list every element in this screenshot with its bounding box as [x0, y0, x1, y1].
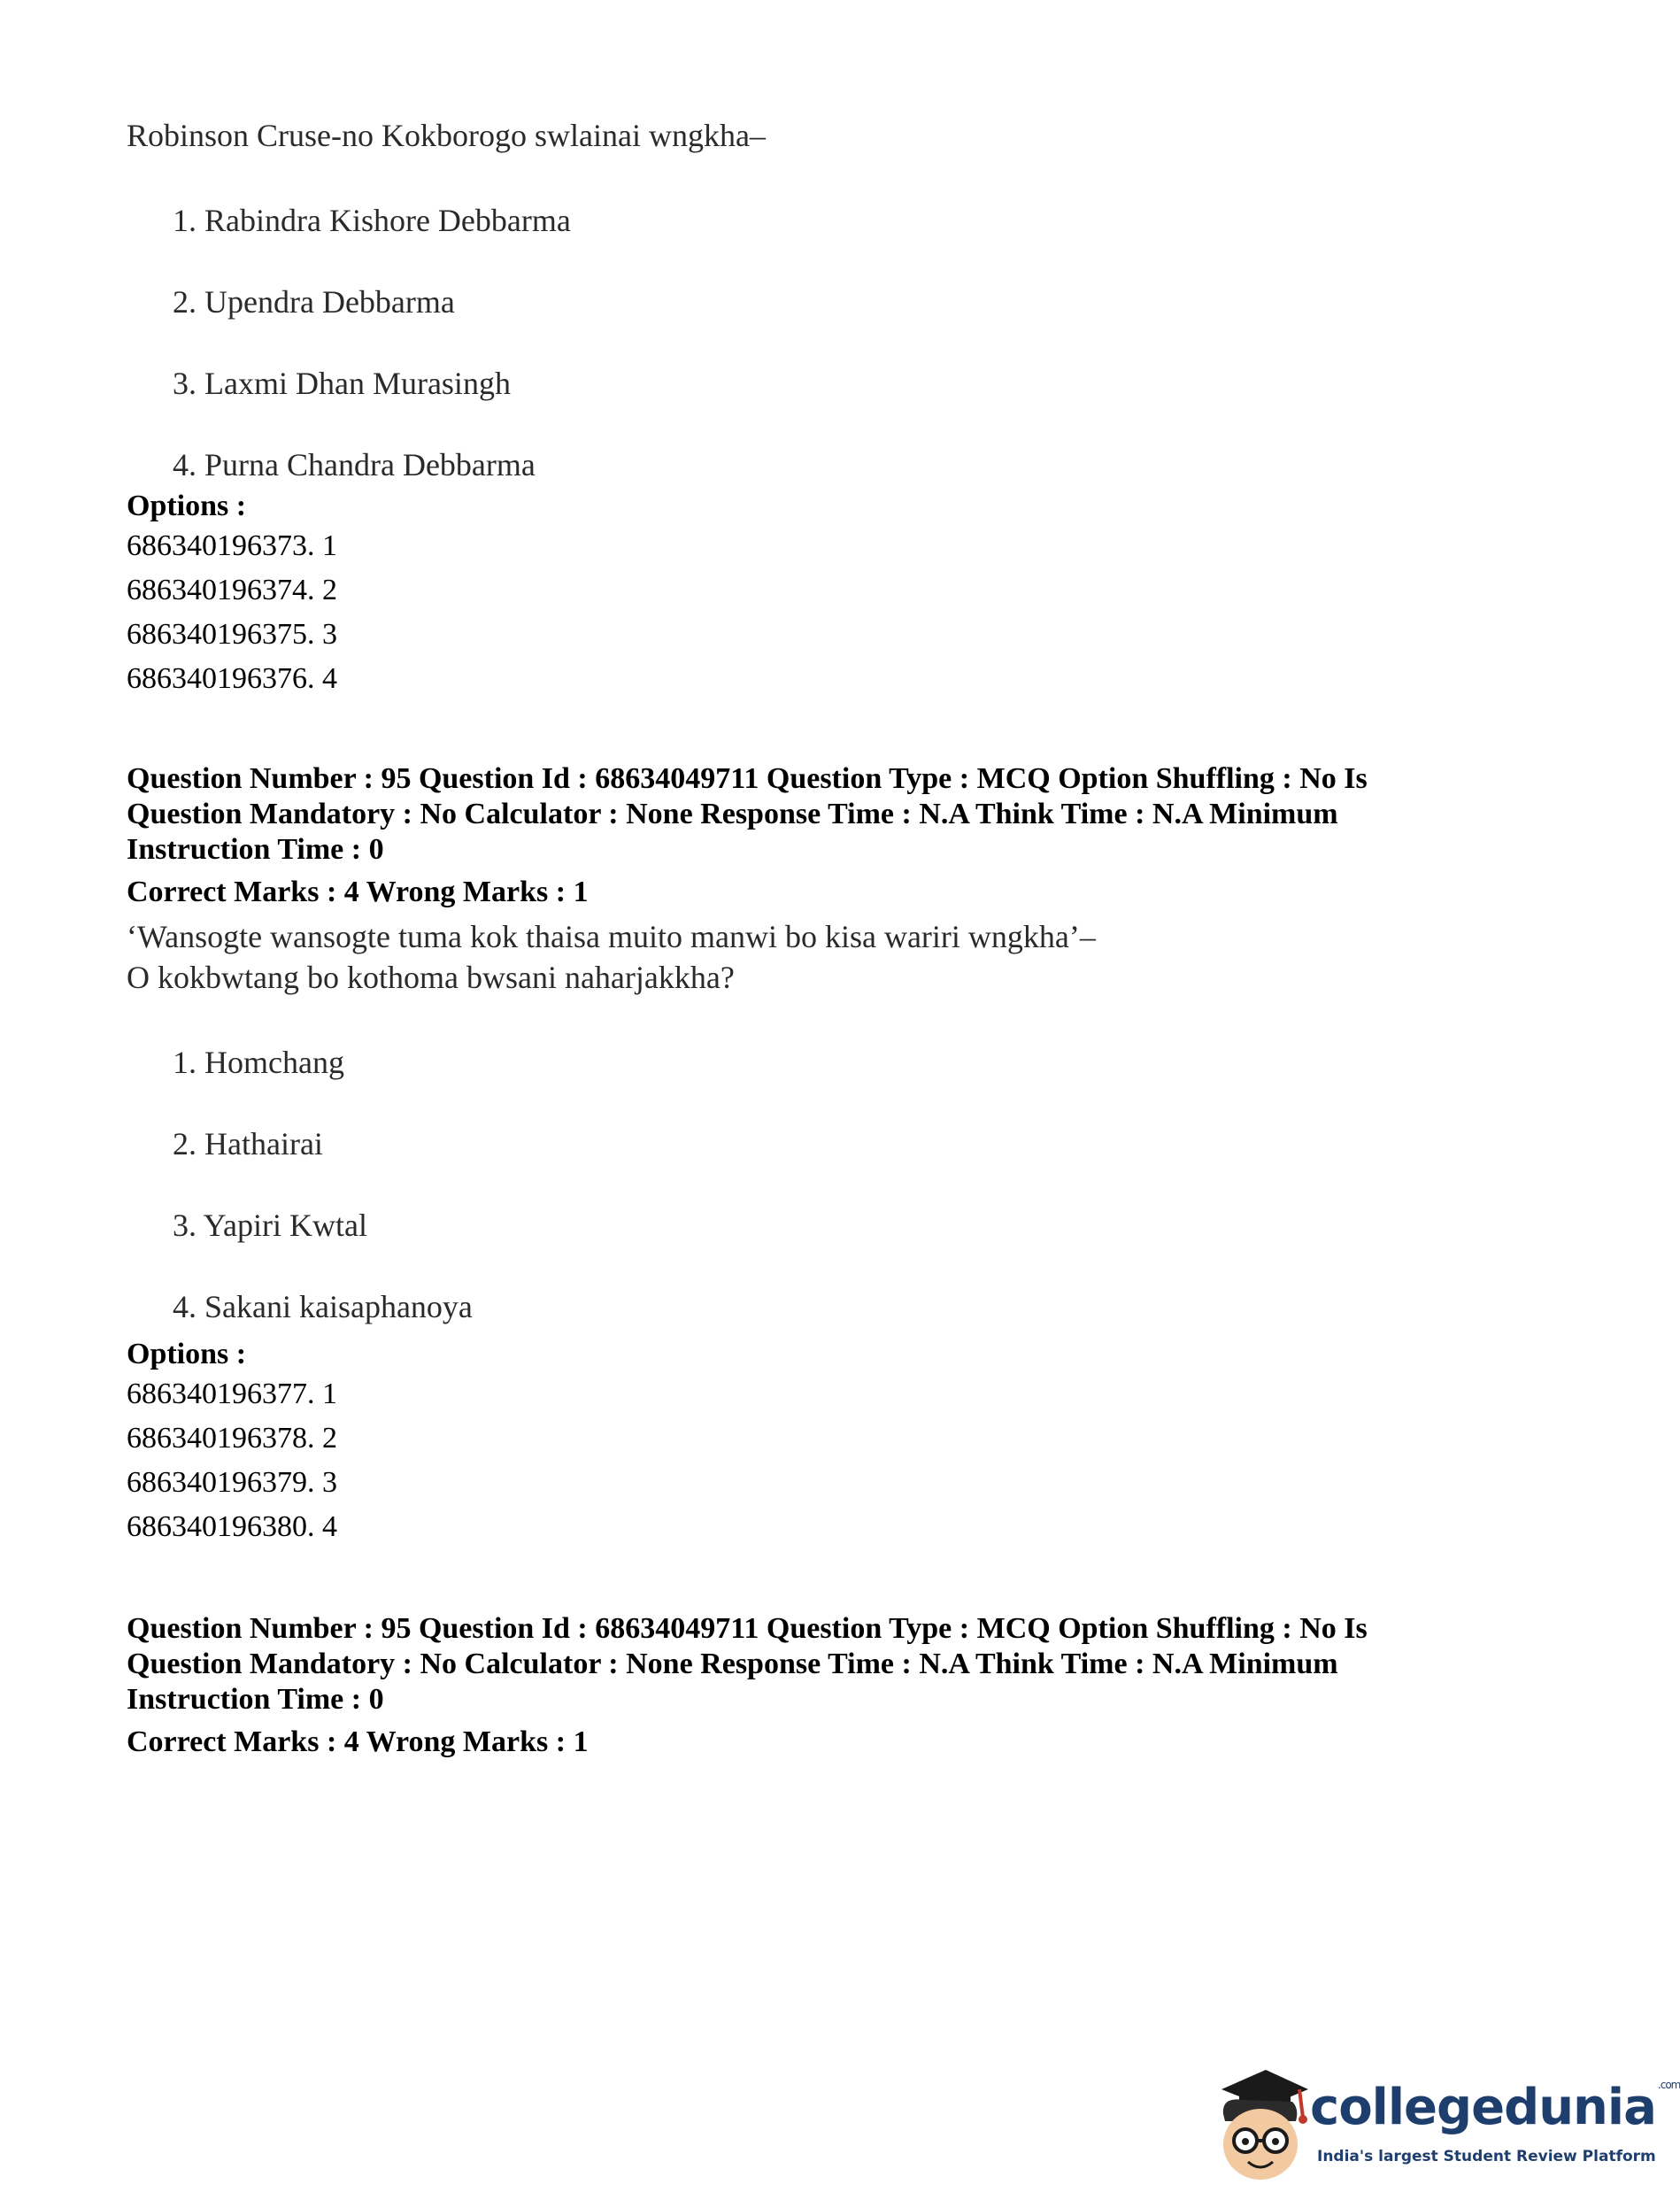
choice-3: 3. Laxmi Dhan Murasingh: [173, 366, 511, 401]
choice-4: 4. Sakani kaisaphanoya: [173, 1289, 473, 1324]
question-image-2: [127, 916, 1499, 1324]
question-meta-line: Question Mandatory : No Calculator : None Response Time : N.A Think Time : N.A Minimum: [127, 798, 1338, 830]
question-meta-2: [127, 761, 1499, 910]
options-block-1: [127, 489, 1499, 701]
brand-tagline: India's largest Student Review Platform: [1317, 2148, 1656, 2165]
question-meta-line: Instruction Time : 0: [127, 1683, 384, 1716]
choice-1: 1. Rabindra Kishore Debbarma: [173, 203, 571, 238]
options-label: Options :: [127, 1338, 247, 1370]
question-meta-line: Instruction Time : 0: [127, 833, 384, 866]
choice-2: 2. Hathairai: [173, 1126, 323, 1162]
collegedunia-logo: [1204, 2063, 1680, 2187]
question-meta-line: Question Number : 95 Question Id : 68634049711 Question Type : MCQ Option Shuffling : No Is: [127, 762, 1368, 795]
option-line: 686340196373. 1: [127, 529, 337, 562]
option-line: 686340196375. 3: [127, 618, 337, 651]
question-meta-line: Question Mandatory : No Calculator : None Response Time : N.A Think Time : N.A Minimum: [127, 1648, 1338, 1680]
marks-line: Correct Marks : 4 Wrong Marks : 1: [127, 1725, 589, 1758]
options-label: Options :: [127, 490, 247, 522]
choice-2: 2. Upendra Debbarma: [173, 284, 455, 320]
option-line: 686340196379. 3: [127, 1466, 337, 1499]
choice-3: 3. Yapiri Kwtal: [173, 1208, 368, 1243]
option-line: 686340196376. 4: [127, 662, 337, 695]
question-meta-line: Question Number : 95 Question Id : 68634049711 Question Type : MCQ Option Shuffling : No Is: [127, 1612, 1368, 1645]
choice-1: 1. Homchang: [173, 1045, 344, 1080]
brand-name: [1310, 2079, 1680, 2136]
options-block-2: [127, 1337, 1499, 1549]
marks-line: Correct Marks : 4 Wrong Marks : 1: [127, 876, 589, 908]
question-stem-line: ‘Wansogte wansogte tuma kok thaisa muito manwi bo kisa wariri wngkha’–: [127, 919, 1096, 954]
question-stem: Robinson Cruse-no Kokborogo swlainai wngkha–: [127, 118, 766, 153]
question-stem-line: O kokbwtang bo kothoma bwsani naharjakkha?: [127, 960, 735, 995]
option-line: 686340196378. 2: [127, 1422, 337, 1455]
question-meta-3: [127, 1611, 1499, 1760]
mascot-face-with-graduation-cap-icon: [1204, 2063, 1314, 2187]
option-line: 686340196380. 4: [127, 1510, 337, 1543]
option-line: 686340196377. 1: [127, 1378, 337, 1410]
option-line: 686340196374. 2: [127, 574, 337, 606]
choice-4: 4. Purna Chandra Debbarma: [173, 447, 536, 482]
question-image-1: [127, 115, 1499, 487]
brand-text: collegedunia: [1310, 2079, 1656, 2136]
brand-suffix: .com: [1657, 2079, 1680, 2091]
